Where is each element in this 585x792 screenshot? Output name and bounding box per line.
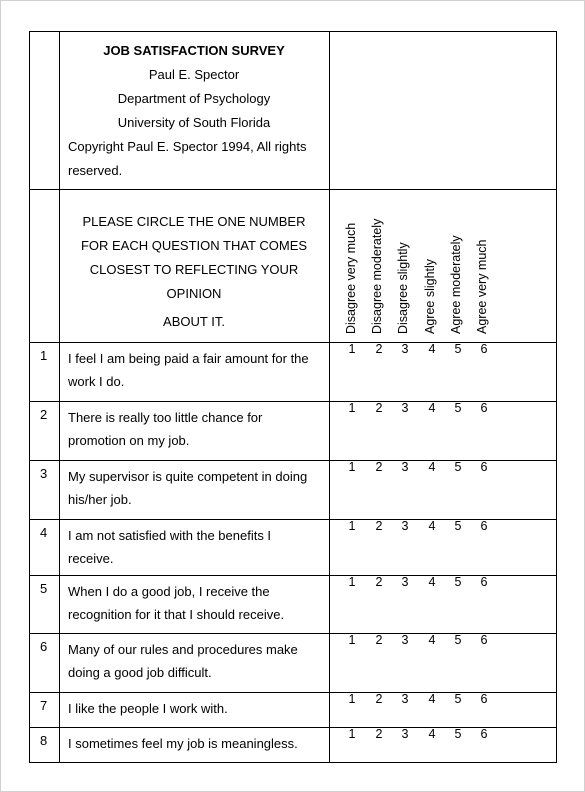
rating-option-6[interactable]: 6 bbox=[480, 519, 488, 533]
rating-option-6[interactable]: 6 bbox=[480, 401, 488, 415]
question-text-line: doing a good job difficult. bbox=[68, 665, 212, 680]
university-name: University of South Florida bbox=[117, 115, 271, 130]
question-text bbox=[68, 638, 330, 684]
rating-option-2[interactable]: 2 bbox=[375, 633, 383, 647]
rating-option-4[interactable]: 4 bbox=[428, 633, 436, 647]
rating-option-4[interactable]: 4 bbox=[428, 692, 436, 706]
rating-option-3[interactable]: 3 bbox=[401, 401, 409, 415]
rating-option-1[interactable]: 1 bbox=[348, 342, 356, 356]
instruction-line: ABOUT IT. bbox=[163, 314, 225, 329]
rating-option-3[interactable]: 3 bbox=[401, 460, 409, 474]
question-text-line: When I do a good job, I receive the bbox=[68, 584, 270, 599]
rating-option-4[interactable]: 4 bbox=[428, 401, 436, 415]
rating-option-3[interactable]: 3 bbox=[401, 342, 409, 356]
rating-option-2[interactable]: 2 bbox=[375, 727, 383, 741]
rating-option-3[interactable]: 3 bbox=[401, 727, 409, 741]
rating-option-5[interactable]: 5 bbox=[454, 342, 462, 356]
question-text bbox=[68, 406, 330, 452]
rating-option-3[interactable]: 3 bbox=[401, 575, 409, 589]
scale-label-disagree-moderately: Disagree moderately bbox=[370, 218, 384, 334]
question-number: 7 bbox=[40, 698, 48, 713]
copyright-notice bbox=[68, 135, 328, 183]
question-number: 1 bbox=[40, 348, 48, 363]
author-name: Paul E. Spector bbox=[148, 67, 240, 82]
rating-option-1[interactable]: 1 bbox=[348, 519, 356, 533]
rating-option-2[interactable]: 2 bbox=[375, 342, 383, 356]
question-text-line: work I do. bbox=[68, 374, 125, 389]
copyright-line: Copyright Paul E. Spector 1994, All rights bbox=[68, 139, 307, 154]
rating-option-4[interactable]: 4 bbox=[428, 575, 436, 589]
rating-option-3[interactable]: 3 bbox=[401, 633, 409, 647]
scale-label-agree-slightly: Agree slightly bbox=[423, 258, 437, 334]
question-number: 6 bbox=[40, 639, 48, 654]
question-text-line: recognition for it that I should receive. bbox=[68, 607, 285, 622]
question-row bbox=[29, 519, 557, 575]
rating-option-5[interactable]: 5 bbox=[454, 460, 462, 474]
survey-title: JOB SATISFACTION SURVEY bbox=[103, 43, 285, 58]
rating-option-2[interactable]: 2 bbox=[375, 692, 383, 706]
question-text bbox=[68, 732, 330, 755]
question-row bbox=[29, 575, 557, 633]
rating-option-1[interactable]: 1 bbox=[348, 401, 356, 415]
question-text-line: My supervisor is quite competent in doing bbox=[68, 469, 308, 484]
question-row bbox=[29, 727, 557, 762]
question-row bbox=[29, 342, 557, 401]
rating-option-1[interactable]: 1 bbox=[348, 727, 356, 741]
rating-option-1[interactable]: 1 bbox=[348, 692, 356, 706]
instructions-text bbox=[60, 210, 328, 334]
scale-label-disagree-very-much: Disagree very much bbox=[344, 222, 358, 334]
question-text bbox=[68, 580, 330, 626]
question-text-line: I sometimes feel my job is meaningless. bbox=[68, 736, 298, 751]
department-name: Department of Psychology bbox=[117, 91, 271, 106]
rating-option-1[interactable]: 1 bbox=[348, 575, 356, 589]
rating-option-6[interactable]: 6 bbox=[480, 633, 488, 647]
table-top-border bbox=[29, 31, 557, 32]
rating-option-5[interactable]: 5 bbox=[454, 727, 462, 741]
rating-option-2[interactable]: 2 bbox=[375, 401, 383, 415]
question-row bbox=[29, 692, 557, 727]
rating-option-2[interactable]: 2 bbox=[375, 460, 383, 474]
scale-label-agree-moderately: Agree moderately bbox=[449, 235, 463, 334]
question-text bbox=[68, 465, 330, 511]
rating-option-6[interactable]: 6 bbox=[480, 727, 488, 741]
question-text-line: Many of our rules and procedures make bbox=[68, 642, 298, 657]
question-number: 2 bbox=[40, 407, 48, 422]
instruction-line: OPINION bbox=[166, 286, 222, 301]
rating-option-2[interactable]: 2 bbox=[375, 575, 383, 589]
question-text-line: receive. bbox=[68, 551, 114, 566]
copyright-line: reserved. bbox=[68, 163, 123, 178]
question-text bbox=[68, 347, 330, 393]
question-number: 5 bbox=[40, 581, 48, 596]
question-row bbox=[29, 460, 557, 519]
rating-option-5[interactable]: 5 bbox=[454, 633, 462, 647]
rating-option-6[interactable]: 6 bbox=[480, 460, 488, 474]
question-row bbox=[29, 633, 557, 692]
question-text-line: I feel I am being paid a fair amount for the bbox=[68, 351, 309, 366]
rating-option-6[interactable]: 6 bbox=[480, 342, 488, 356]
instruction-line: CLOSEST TO REFLECTING YOUR bbox=[89, 262, 299, 277]
rating-option-6[interactable]: 6 bbox=[480, 692, 488, 706]
scale-label-disagree-slightly: Disagree slightly bbox=[396, 242, 410, 334]
question-number: 3 bbox=[40, 466, 48, 481]
survey-table bbox=[29, 31, 557, 763]
question-number: 8 bbox=[40, 733, 48, 748]
question-text-line: I am not satisfied with the benefits I bbox=[68, 528, 272, 543]
rating-option-4[interactable]: 4 bbox=[428, 727, 436, 741]
scale-label-agree-very-much: Agree very much bbox=[475, 239, 489, 334]
rating-option-3[interactable]: 3 bbox=[401, 519, 409, 533]
rating-option-2[interactable]: 2 bbox=[375, 519, 383, 533]
question-text-line: There is really too little chance for bbox=[68, 410, 263, 425]
survey-header bbox=[60, 39, 328, 135]
rating-option-5[interactable]: 5 bbox=[454, 401, 462, 415]
rating-option-6[interactable]: 6 bbox=[480, 575, 488, 589]
rating-option-4[interactable]: 4 bbox=[428, 460, 436, 474]
question-text bbox=[68, 697, 330, 720]
instruction-line: PLEASE CIRCLE THE ONE NUMBER bbox=[82, 214, 306, 229]
table-bottom-border bbox=[29, 762, 557, 763]
rating-option-4[interactable]: 4 bbox=[428, 519, 436, 533]
instruction-line: FOR EACH QUESTION THAT COMES bbox=[80, 238, 308, 253]
rating-option-1[interactable]: 1 bbox=[348, 460, 356, 474]
rating-option-1[interactable]: 1 bbox=[348, 633, 356, 647]
rating-option-4[interactable]: 4 bbox=[428, 342, 436, 356]
question-text bbox=[68, 524, 330, 570]
question-text-line: promotion on my job. bbox=[68, 433, 190, 448]
question-number: 4 bbox=[40, 525, 48, 540]
rating-option-5[interactable]: 5 bbox=[454, 692, 462, 706]
rating-option-5[interactable]: 5 bbox=[454, 575, 462, 589]
rating-option-3[interactable]: 3 bbox=[401, 692, 409, 706]
question-row bbox=[29, 401, 557, 460]
question-text-line: his/her job. bbox=[68, 492, 132, 507]
rating-option-5[interactable]: 5 bbox=[454, 519, 462, 533]
question-text-line: I like the people I work with. bbox=[68, 701, 228, 716]
